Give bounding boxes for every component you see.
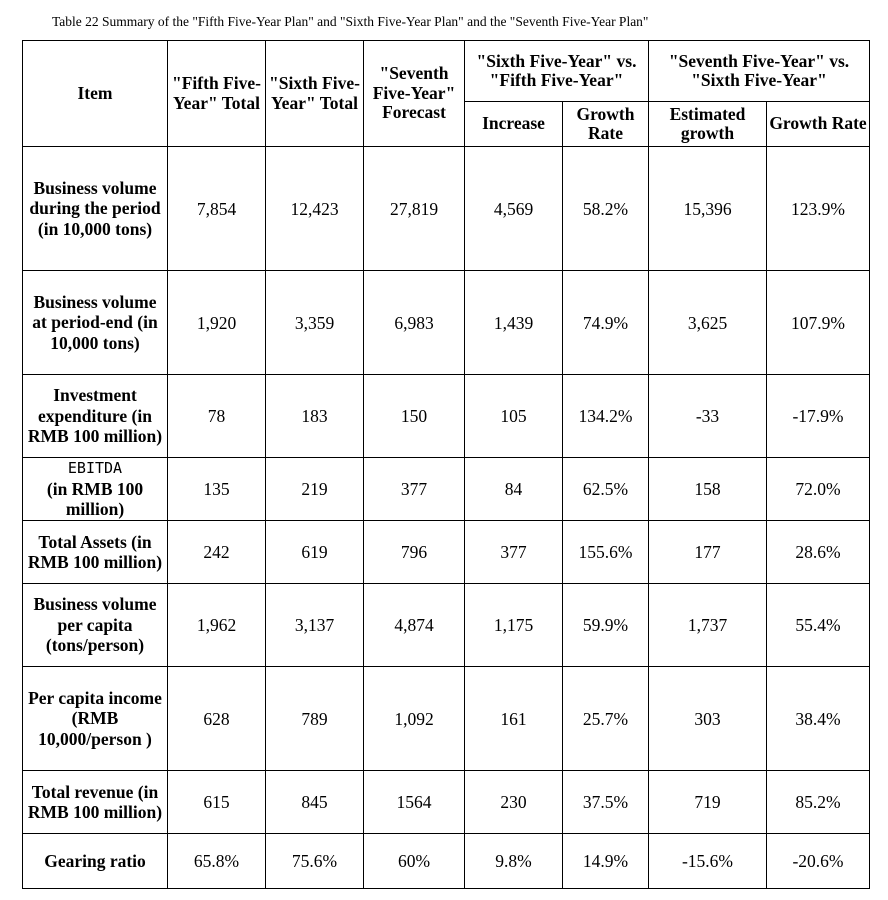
row-label: Gearing ratio [23,834,168,889]
cell-growth-rate-1: 62.5% [563,458,649,521]
cell-growth-rate-2: 28.6% [767,521,870,584]
cell-growth-rate-1: 74.9% [563,271,649,375]
row-label [23,458,168,521]
cell-seventh: 377 [364,458,465,521]
cell-sixth: 12,423 [266,147,364,271]
cell-growth-rate-1: 59.9% [563,584,649,667]
row-label-unit: (in RMB 100 million) [46,478,144,520]
cell-growth-rate-2: 72.0% [767,458,870,521]
cell-growth-rate-1: 134.2% [563,375,649,458]
plan-summary-table [22,40,870,889]
cell-growth-rate-2: -20.6% [767,834,870,889]
cell-seventh: 150 [364,375,465,458]
header-estimated-growth: Estimated growth [649,102,767,147]
cell-estimated-growth: 15,396 [649,147,767,271]
table-row [23,834,870,889]
cell-growth-rate-2: -17.9% [767,375,870,458]
header-growth-rate-1: Growth Rate [563,102,649,147]
cell-seventh: 60% [364,834,465,889]
cell-growth-rate-2: 107.9% [767,271,870,375]
cell-estimated-growth: 3,625 [649,271,767,375]
header-seventh-vs-sixth: "Seventh Five-Year" vs. "Sixth Five-Year" [649,41,870,102]
cell-seventh: 1,092 [364,667,465,771]
cell-growth-rate-1: 37.5% [563,771,649,834]
cell-growth-rate-2: 85.2% [767,771,870,834]
header-increase: Increase [465,102,563,147]
cell-sixth: 183 [266,375,364,458]
cell-increase: 4,569 [465,147,563,271]
cell-seventh: 796 [364,521,465,584]
cell-increase: 377 [465,521,563,584]
cell-fifth: 78 [168,375,266,458]
cell-growth-rate-1: 14.9% [563,834,649,889]
cell-sixth: 789 [266,667,364,771]
cell-fifth: 242 [168,521,266,584]
cell-estimated-growth: -33 [649,375,767,458]
cell-fifth: 7,854 [168,147,266,271]
row-label: Business volume during the period (in 10,000 tons) [23,147,168,271]
cell-fifth: 615 [168,771,266,834]
table-row [23,375,870,458]
cell-growth-rate-2: 38.4% [767,667,870,771]
table-row [23,771,870,834]
row-label-ebitda: EBITDA [67,459,123,478]
cell-growth-rate-2: 55.4% [767,584,870,667]
table-row [23,458,870,521]
cell-seventh: 1564 [364,771,465,834]
cell-sixth: 619 [266,521,364,584]
cell-growth-rate-1: 58.2% [563,147,649,271]
table-row [23,271,870,375]
cell-estimated-growth: 719 [649,771,767,834]
table-row [23,521,870,584]
header-growth-rate-2: Growth Rate [767,102,870,147]
table-caption: Table 22 Summary of the "Fifth Five-Year Plan" and "Sixth Five-Year Plan" and the "Seventh Five-Year Plan" [52,14,649,29]
cell-fifth: 65.8% [168,834,266,889]
cell-sixth: 219 [266,458,364,521]
cell-increase: 105 [465,375,563,458]
row-label: Per capita income (RMB 10,000/person ) [23,667,168,771]
table-row [23,667,870,771]
header-item: Item [23,41,168,147]
header-sixth-vs-fifth: "Sixth Five-Year" vs. "Fifth Five-Year" [465,41,649,102]
cell-growth-rate-1: 25.7% [563,667,649,771]
cell-seventh: 4,874 [364,584,465,667]
header-seventh-forecast: "Seventh Five-Year" Forecast [364,41,465,147]
cell-estimated-growth: 177 [649,521,767,584]
table-row [23,584,870,667]
cell-seventh: 6,983 [364,271,465,375]
cell-increase: 230 [465,771,563,834]
row-label: Investment expenditure (in RMB 100 million) [23,375,168,458]
cell-estimated-growth: 1,737 [649,584,767,667]
row-label: Total Assets (in RMB 100 million) [23,521,168,584]
row-label: Business volume per capita (tons/person) [23,584,168,667]
table-row [23,147,870,271]
cell-increase: 9.8% [465,834,563,889]
cell-increase: 1,175 [465,584,563,667]
cell-estimated-growth: 158 [649,458,767,521]
cell-increase: 1,439 [465,271,563,375]
cell-fifth: 628 [168,667,266,771]
cell-sixth: 845 [266,771,364,834]
cell-sixth: 3,137 [266,584,364,667]
header-sixth-total: "Sixth Five-Year" Total [266,41,364,147]
cell-sixth: 75.6% [266,834,364,889]
cell-estimated-growth: 303 [649,667,767,771]
header-fifth-total: "Fifth Five-Year" Total [168,41,266,147]
cell-sixth: 3,359 [266,271,364,375]
cell-estimated-growth: -15.6% [649,834,767,889]
cell-increase: 161 [465,667,563,771]
cell-seventh: 27,819 [364,147,465,271]
cell-fifth: 135 [168,458,266,521]
cell-fifth: 1,962 [168,584,266,667]
row-label: Total revenue (in RMB 100 million) [23,771,168,834]
cell-growth-rate-2: 123.9% [767,147,870,271]
cell-increase: 84 [465,458,563,521]
cell-growth-rate-1: 155.6% [563,521,649,584]
cell-fifth: 1,920 [168,271,266,375]
row-label: Business volume at period-end (in 10,000 tons) [23,271,168,375]
